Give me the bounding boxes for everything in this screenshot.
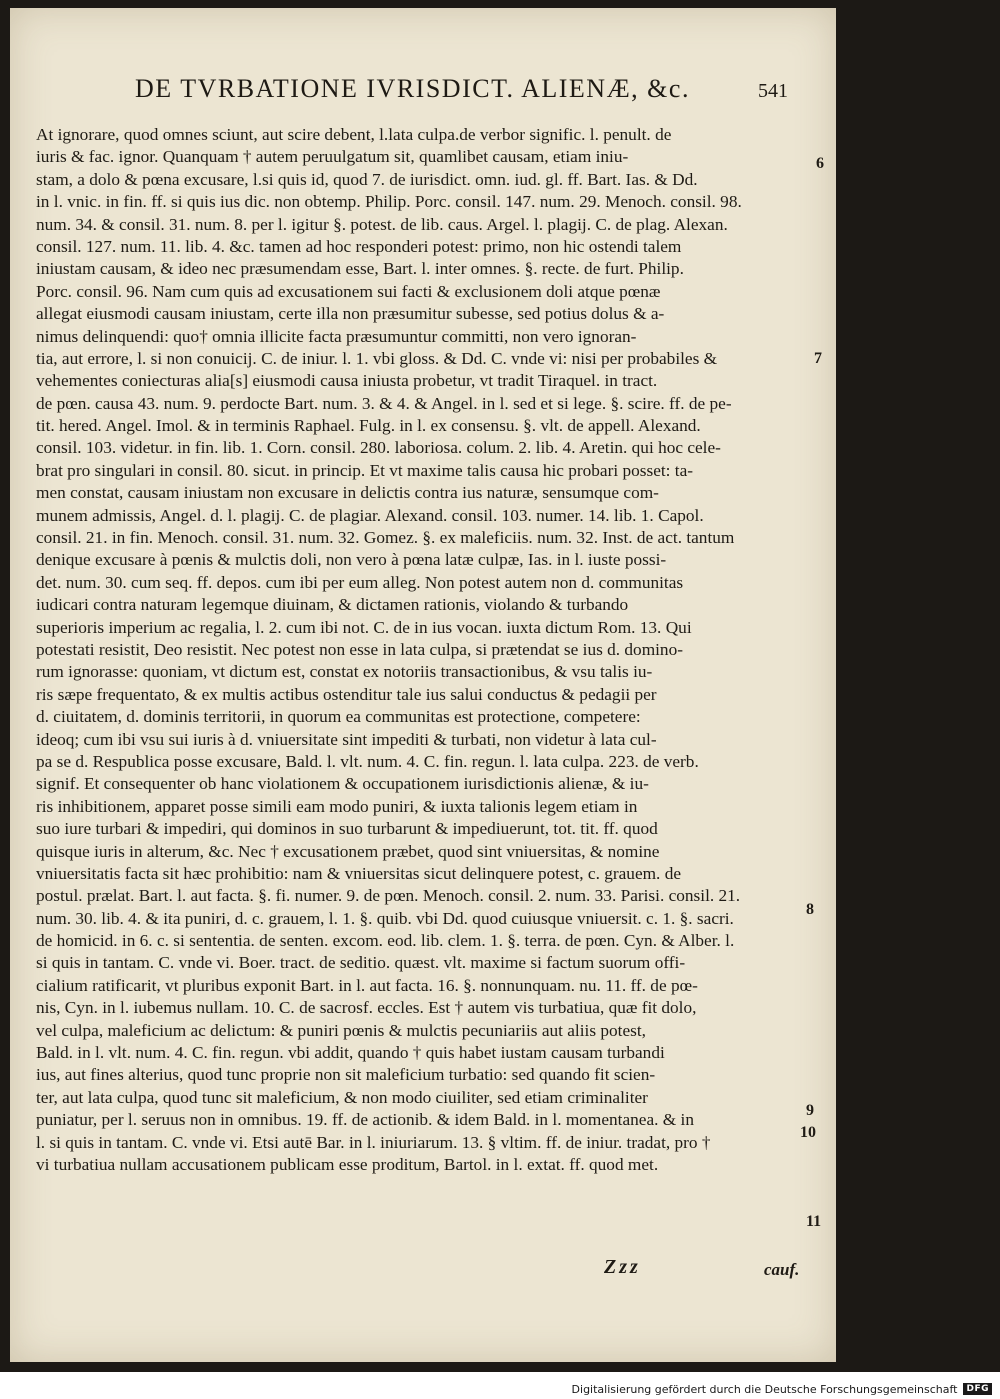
marginal-number: 8 bbox=[806, 901, 814, 918]
text-line: brat pro singulari in consil. 80. sicut. in princip. Et vt maxime talis causa hic probari posset: ta- bbox=[36, 460, 694, 480]
text-line: Bald. in l. vlt. num. 4. C. fin. regun. vbi addit, quando † quis habet iustam causam turbandi bbox=[36, 1043, 665, 1063]
text-line: ter, aut lata culpa, quod tunc sit maleficium, & non modo ciuiliter, sed etiam criminaliter bbox=[36, 1087, 648, 1107]
text-line: nimus delinquendi: quo† omnia illicite facta præsumuntur committi, non vero ignoran- bbox=[36, 326, 637, 346]
text-line: num. 30. lib. 4. & ita puniri, d. c. grauem, l. 1. §. quib. vbi Dd. quod cuiusque vniuersit. c. 1. §. sacri. bbox=[36, 908, 734, 928]
text-line: tia, aut errore, l. si non conuicij. C. de iniur. l. 1. vbi gloss. & Dd. C. vnde vi: nisi per probabiles & bbox=[36, 348, 718, 368]
text-line: si quis in tantam. C. vnde vi. Boer. tract. de seditio. quæst. vlt. maxime si factum suorum offi- bbox=[36, 953, 686, 973]
marginal-number: 10 bbox=[800, 1124, 816, 1141]
text-line: postul. prælat. Bart. l. aut facta. §. fi. numer. 9. de pœn. Menoch. consil. 2. num. 33. Parisi. consil. 21. bbox=[36, 886, 741, 906]
marginal-number: 9 bbox=[806, 1102, 814, 1119]
text-line: vel culpa, maleficium ac delictum: & puniri pœnis & mulctis pecuniariis aut aliis potest, bbox=[36, 1020, 646, 1040]
signature-mark: Zzz bbox=[604, 1256, 641, 1278]
text-line: puniatur, per l. seruus non in omnibus. 19. ff. de actionib. & idem Bald. in l. momentanea. & in bbox=[36, 1110, 694, 1130]
text-line: stam, a dolo & pœna excusare, l.si quis id, quod 7. de iurisdict. omn. iud. gl. ff. Bart. Ias. & Dd. bbox=[36, 169, 698, 189]
text-line: consil. 127. num. 11. lib. 4. &c. tamen ad hoc responderi potest: primo, non hic ostendi talem bbox=[36, 236, 682, 256]
text-line: rum ignorasse: quoniam, vt dictum est, constat ex notoriis transactionibus, & vsu talis iu- bbox=[36, 662, 653, 682]
page-body-text bbox=[36, 124, 808, 1176]
text-line: potestati resistit, Deo resistit. Nec potest non esse in lata culpa, si prætendat se ius d. domino- bbox=[36, 639, 683, 659]
digitization-footer bbox=[572, 1381, 992, 1397]
text-line: det. num. 30. cum seq. ff. depos. cum ibi per eum alleg. Non potest autem non d. communitas bbox=[36, 572, 684, 592]
text-line: denique excusare à pœnis & mulctis doli, non vero à pœna latæ culpæ, Ias. in l. iuste possi- bbox=[36, 550, 667, 570]
text-line: men constat, causam iniustam non excusare in delictis contra ius naturæ, sensumque com- bbox=[36, 483, 659, 503]
text-line: vehementes coniecturas alia[s] eiusmodi causa iniusta probetur, vt tradit Tiraquel. in tract. bbox=[36, 371, 658, 391]
text-line: suo iure turbari & impediri, qui dominos in suo turbarunt & impediuerunt, tot. tit. ff. quod bbox=[36, 819, 658, 839]
marginal-number: 11 bbox=[806, 1213, 822, 1230]
text-line: cialium ratificarit, vt pluribus exponit Bart. in l. aut facta. 16. §. nonnunquam. nu. 11. ff. de pœ- bbox=[36, 975, 698, 995]
text-line: num. 34. & consil. 31. num. 8. per l. igitur §. potest. de lib. caus. Argel. l. plagij. C. de plag. Alexan. bbox=[36, 214, 728, 234]
text-line: ris sæpe frequentato, & ex multis actibus ostenditur tale ius salui conductus & pedagii per bbox=[36, 684, 657, 704]
text-line: iuris & fac. ignor. Quanquam † autem peruulgatum sit, quamlibet causam, etiam iniu- bbox=[36, 147, 629, 167]
marginal-number: 6 bbox=[816, 155, 824, 172]
text-line: pa se d. Respublica posse excusare, Bald. l. vlt. num. 4. C. fin. regun. l. lata culpa. 223. de verb. bbox=[36, 751, 699, 771]
text-line: quisque iuris in alterum, &c. Nec † excusationem præbet, quod sint vniuersitas, & nomine bbox=[36, 841, 660, 861]
text-line: l. si quis in tantam. C. vnde vi. Etsi autē Bar. in l. iniuriarum. 13. § vltim. ff. de iniur. tradat, pro † bbox=[36, 1132, 711, 1152]
text-line: munem admissis, Angel. d. l. plagij. C. de plagiar. Alexand. consil. 103. numer. 14. lib. 1. Capol. bbox=[36, 505, 704, 525]
text-line: vi turbatiua nullam accusationem publicam esse proditum, Bartol. in l. extat. ff. quod met. bbox=[36, 1154, 659, 1174]
footer-credit-text: Digitalisierung gefördert durch die Deutsche Forschungsgemeinschaft bbox=[571, 1382, 958, 1396]
text-line: de homicid. in 6. c. si sententia. de senten. excom. eod. lib. clem. 1. §. terra. de pœn. Cyn. & Alber. l. bbox=[36, 931, 735, 951]
catchword: cauf. bbox=[764, 1260, 800, 1279]
text-line: vniuersitatis facta sit hæc prohibitio: nam & vniuersitas sicut delinquere potest, c. grauem. de bbox=[36, 863, 682, 883]
text-line: de pœn. causa 43. num. 9. perdocte Bart. num. 3. & 4. & Angel. in l. sed et si lege. §. scire. ff. de pe- bbox=[36, 393, 732, 413]
text-line: At ignorare, quod omnes sciunt, aut scire debent, l.lata culpa.de verbor signific. l. penult. de bbox=[36, 125, 672, 144]
text-line: d. ciuitatem, d. dominis territorii, in quorum ea communitas est protectione, competere: bbox=[36, 707, 641, 727]
text-line: in l. vnic. in fin. ff. si quis ius dic. non obtemp. Philip. Porc. consil. 147. num. 29. Menoch. consil. 98. bbox=[36, 192, 742, 212]
text-line: iniustam causam, & ideo nec præsumendam esse, Bart. l. inter omnes. §. recte. de furt. Philip. bbox=[36, 259, 684, 279]
marginal-number: 7 bbox=[814, 350, 822, 367]
text-line: consil. 103. videtur. in fin. lib. 1. Corn. consil. 280. laboriosa. colum. 2. lib. 4. Aretin. qui hoc cele- bbox=[36, 438, 721, 458]
text-line: Porc. consil. 96. Nam cum quis ad excusationem sui facti & exclusionem doli atque pœnæ bbox=[36, 281, 661, 301]
page-number: 541 bbox=[758, 80, 788, 102]
text-line: ius, aut fines alterius, quod tunc proprie non sit maleficium turbatio: sed quando fit scien- bbox=[36, 1065, 656, 1085]
dfg-logo: DFG bbox=[963, 1383, 992, 1395]
text-line: nis, Cyn. in l. iubemus nullam. 10. C. de sacrosf. eccles. Est † autem vis turbatiua, quæ fit dolo, bbox=[36, 998, 697, 1018]
text-line: ideoq; cum ibi vsu sui iuris à d. vniuersitate sint impediti & turbati, non videtur à lata cul- bbox=[36, 729, 657, 749]
running-title: DE TVRBATIONE IVRISDICT. ALIENÆ, &c. bbox=[135, 74, 690, 103]
text-line: superioris imperium ac regalia, l. 2. cum ibi not. C. de in ius vocan. iuxta dictum Rom. 13. Qui bbox=[36, 617, 692, 637]
text-line: iudicari contra naturam legemque diuinam, & dictamen rationis, violando & turbando bbox=[36, 595, 629, 615]
text-line: signif. Et consequenter ob hanc violationem & occupationem iurisdictionis alienæ, & iu- bbox=[36, 774, 649, 794]
text-line: tit. hered. Angel. Imol. & in terminis Raphael. Fulg. in l. ex consensu. §. vlt. de appell. Alexand. bbox=[36, 416, 701, 436]
text-line: consil. 21. in fin. Menoch. consil. 31. num. 32. Gomez. §. ex maleficiis. num. 32. Inst. de act. tantum bbox=[36, 528, 735, 548]
text-line: ris inhibitionem, apparet posse simili eam modo puniri, & iuxta talionis legem etiam in bbox=[36, 796, 638, 816]
text-line: allegat eiusmodi causam iniustam, certe illa non præsumitur subesse, sed potius dolus & a- bbox=[36, 304, 665, 324]
